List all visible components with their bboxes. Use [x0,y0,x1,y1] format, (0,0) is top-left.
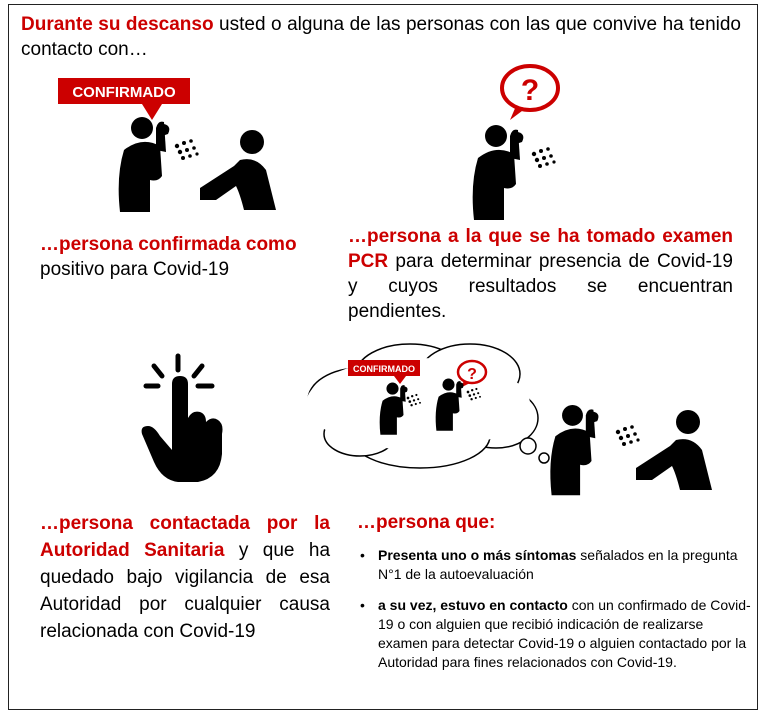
confirmed-illustration [40,76,300,221]
authority-ellipsis: … [40,513,59,534]
intro-text [21,12,741,62]
authority-rest: y que ha quedado bajo vigilancia de esa Autoridad por cualquier causa relacionada con Covid-19 [40,540,331,642]
list-item [358,546,753,584]
person-ellipsis: … [357,512,376,533]
confirmed-highlight: persona confirmada como [59,234,297,255]
coughing-person-icon [119,117,170,212]
cough-droplets-icon [616,425,640,446]
pcr-ellipsis: … [348,226,367,247]
bullet-bold: a su vez, estuvo en contacto [378,597,568,613]
pcr-illustration [460,62,580,227]
confirmed-text [40,232,340,282]
confirmed-badge: CONFIRMADO [72,84,176,101]
authority-text [40,510,330,645]
tap-hand-icon [128,350,238,490]
intro-highlight: Durante su descanso [21,14,214,35]
pcr-text [348,224,733,324]
coughing-person-icon [473,125,524,220]
coughing-person-icon [550,405,598,495]
bullet-rest: con un confirmado de Covid-19 o con alguien que recibió indicación de realizarse examen para detectar Covid-19 o alguien contactado por la Autoridad para fines relacionados con Covid-19. [378,597,751,670]
leaning-person-icon [200,130,276,210]
person-illustration [300,338,740,503]
confirmed-rest: positivo para Covid-19 [40,259,230,280]
cough-droplets-icon [532,147,556,168]
pcr-question-mark: ? [520,74,540,107]
cloud-question-mark: ? [467,366,477,383]
authority-highlight: persona contactada por la Autoridad Sanitaria [40,513,330,561]
bullet-rest: señalados en la pregunta N°1 de la autoevaluación [378,547,738,582]
list-item [358,596,753,672]
confirmed-ellipsis: … [40,234,59,255]
pcr-highlight: persona a la que se ha tomado examen PCR [348,226,733,272]
leaning-person-icon [636,410,712,490]
authority-illustration [128,350,238,495]
symptom-bullet-list [358,546,753,684]
intro-rest: usted o alguna de las personas con las que convive ha tenido contacto con… [21,14,741,60]
cloud-confirmed-badge: CONFIRMADO [353,364,415,374]
cough-droplets-icon [175,139,199,160]
person-heading [357,510,737,535]
pcr-rest: para determinar presencia de Covid-19 y cuyos resultados se encuentran pendientes. [348,251,733,322]
person-heading-text: persona que: [376,512,496,533]
bullet-bold: Presenta uno o más síntomas [378,547,577,563]
